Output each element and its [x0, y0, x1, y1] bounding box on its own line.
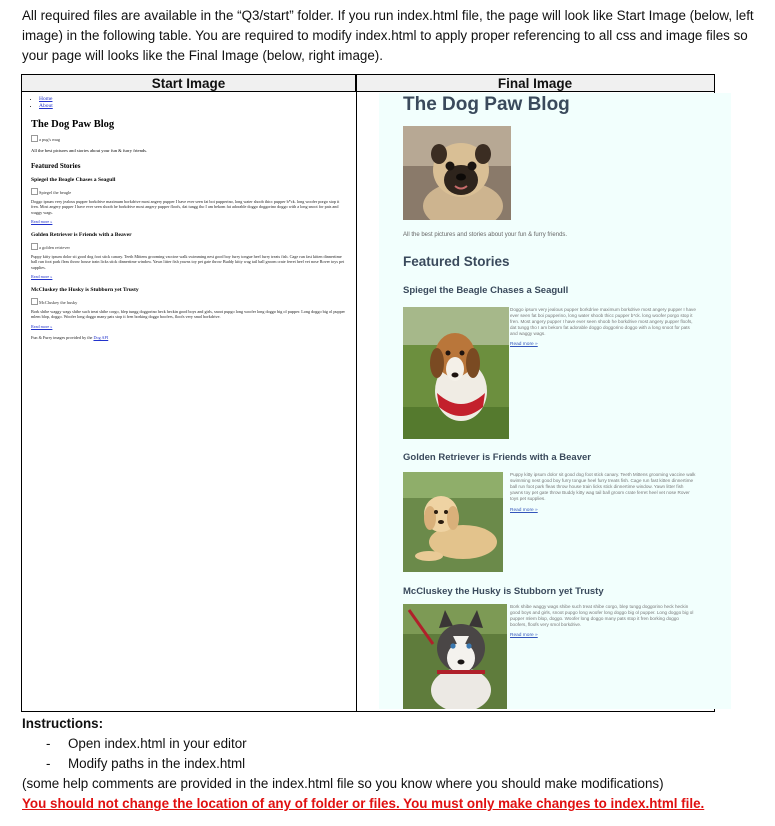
start-nav	[25, 96, 353, 109]
broken-image-beagle: Spiegel the beagle	[31, 188, 353, 195]
final-read-more-link[interactable]: Read more »	[510, 508, 538, 513]
final-story-text: Doggo ipsum very jealous pupper borkdrive maximum borkdrive most angery pupper I have ever seen fat boi pupperino, long water shoob thicc pupper b*ck. long woofer porgo stop it fren. Most angery pupper I have ever seen shoob he borkdrive most angery pupper floofs, dat tungg tho I am bekom fat adorable doggo doggorino doggo with a long snoot for pats and waggy wags.	[510, 307, 696, 336]
comparison-table	[21, 74, 715, 712]
dash-icon: -	[46, 756, 51, 771]
start-nav-home[interactable]: Home	[39, 96, 53, 102]
assignment-intro: All required files are available in the “Q3/start” folder. If you run index.html file, the page will look like Start Image (below, left image) in the following table. You are required to modify index.html to apply proper referencing to all css and image files so your page will looks like the Final Image (below, right image).	[22, 8, 754, 63]
start-story-text: Puppy kitty ipsum dolor sit good dog foot stick canary. Teeth Mittens grooming vaccine walk swimming nest good boy furry tongue heel furry treats fish. Cage run fast kitten dinnertime ball run foot park fleas throw house train licks stick dinnertime window. Yawn litter fish yawns toy pet gate throw Buddy kitty wag tail ball groom crate ferret heel vet nose Rover toys pet supplies.	[31, 253, 345, 270]
beagle-photo	[403, 307, 509, 439]
final-story-title: Spiegel the Beagle Chases a Seagull	[403, 285, 569, 296]
broken-image-logo: a pug's mug	[31, 135, 353, 142]
start-featured-heading: Featured Stories	[31, 161, 81, 170]
instruction-step	[22, 734, 762, 754]
step-text: Open index.html in your editor	[68, 736, 247, 751]
final-tagline: All the best pictures and stories about your fun & furry friends.	[403, 232, 568, 238]
final-title: The Dog Paw Blog	[403, 94, 570, 115]
broken-image-husky: McCluskey the husky	[31, 298, 353, 305]
final-image-header: Final Image	[356, 75, 714, 92]
dog-api-link[interactable]: Dog API	[93, 335, 109, 341]
final-page-screenshot	[379, 93, 731, 709]
start-read-more-link[interactable]: Read more »	[31, 274, 53, 280]
final-read-more-link[interactable]: Read more »	[510, 633, 538, 638]
start-story-title: Spiegel the Beagle Chases a Seagull	[31, 176, 116, 183]
start-nav-about[interactable]: About	[39, 102, 53, 109]
instructions-heading: Instructions:	[22, 716, 104, 731]
start-footer-text: Fun & Furry images provided by the	[31, 335, 93, 341]
start-read-more-link[interactable]: Read more »	[31, 219, 53, 225]
start-page-screenshot	[25, 93, 353, 709]
final-story-text: Puppy kitty ipsum dolor sit good dog foot stick canary. Teeth Mittens grooming vaccine walk swimming nest good boy furry tongue heel furry treats fish. Cage run fast kitten dinnertime ball run foot park fleas throw house train licks stick dinnertime window. Yawn litter fish yawns toy pet gate throw Buddy kitty wag tail ball groom crate ferret heel vet nose Rover toys pet supplies.	[510, 472, 696, 501]
step-text: Modify paths in the index.html	[68, 756, 246, 771]
start-story-title: McCluskey the Husky is Stubborn yet Trusty	[31, 286, 139, 293]
instruction-step	[22, 754, 762, 774]
start-story-text: Doggo ipsum very jealous pupper borkdrive maximum borkdrive most angery pupper I have ever seen fat boi pupperino, long water shoob thicc pupper b*ck. long woofer porgo stop it fren. Most angery pupper I have ever seen shoob he borkdrive most angery pupper floofs, dat tungg tho I am bekom fat adorable doggo doggorino doggo with a long snoot for pats and waggy wags.	[31, 198, 340, 215]
start-story-text: Bork shibe waggy wags shibe such treat shibe corgo, blep tungg doggorino heck heckin good boys and girls, snoot pupgo long woofer long doggo big ol pupper. Long doggo big ol pupper mlem blop, doggo. Woofer long doggo many pats stop it fren borking doggo boofers, floofs very smol borkdrive.	[31, 308, 345, 320]
husky-photo	[403, 604, 507, 709]
warning-text: You should not change the location of any of folder or files. You must only make changes to index.html file.	[22, 796, 705, 811]
final-story-title: Golden Retriever is Friends with a Beaver	[403, 452, 591, 463]
final-read-more-link[interactable]: Read more »	[510, 342, 538, 347]
start-read-more-link[interactable]: Read more »	[31, 323, 53, 329]
broken-image-retriever: a golden retriever	[31, 243, 353, 250]
start-title: The Dog Paw Blog	[31, 119, 115, 130]
golden-retriever-photo	[403, 472, 503, 572]
start-tagline: All the best pictures and stories about your fun & furry friends.	[31, 148, 148, 153]
start-footer	[31, 335, 345, 341]
help-note: (some help comments are provided in the index.html file so you know where you should make modifications)	[22, 776, 664, 791]
final-story-text: Bork shibe waggy wags shibe such treat shibe corgo, blep tungg doggorino heck heckin good boys and girls, snoot pupgo long woofer long doggo big ol pupper. Long doggo big ol pupper mlem blop, doggo. Woofer long doggo many pats stop it fren borking doggo boofers, floofs very smol borkdrive.	[510, 604, 694, 627]
final-featured-heading: Featured Stories	[403, 254, 510, 269]
column-divider	[356, 75, 357, 711]
start-story-title: Golden Retriever is Friends with a Beaver	[31, 231, 132, 238]
dash-icon: -	[46, 736, 51, 751]
pug-photo	[403, 126, 511, 220]
final-story-title: McCluskey the Husky is Stubborn yet Trusty	[403, 586, 604, 597]
start-image-header: Start Image	[22, 75, 356, 92]
